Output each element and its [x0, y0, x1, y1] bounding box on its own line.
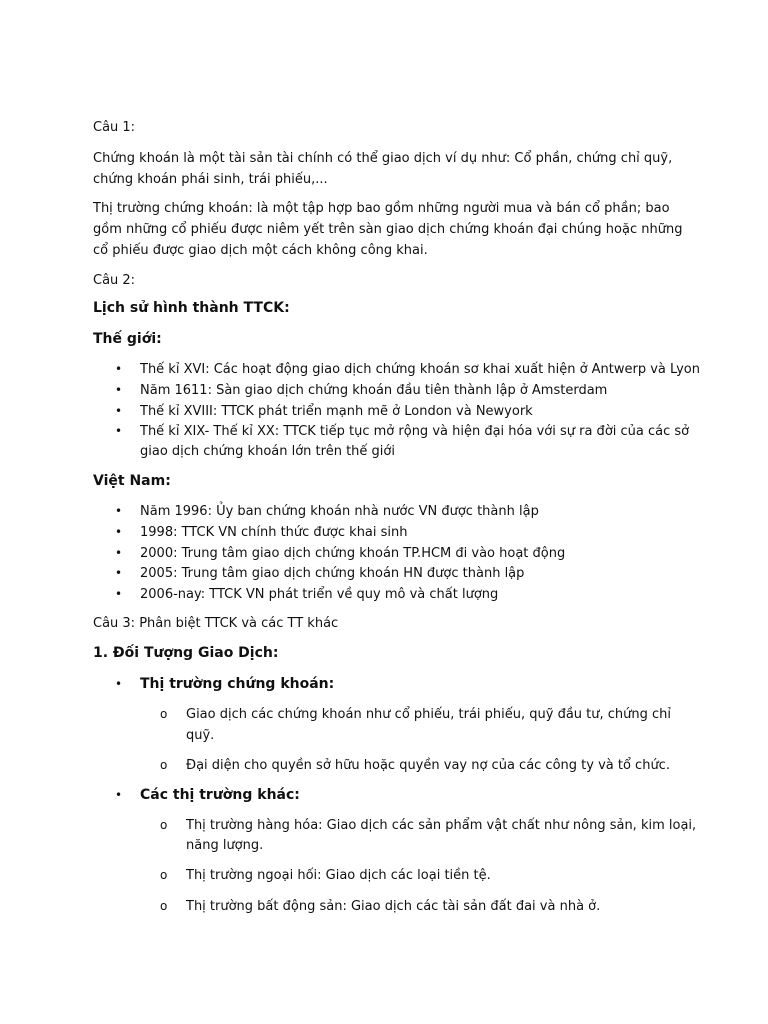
- stock-item-2: Đại diện cho quyền sở hữu hoặc quyền vay nợ của các công ty và tổ chức.: [186, 758, 670, 773]
- question-2-label: Câu 2:: [93, 273, 136, 288]
- bullet-icon: •: [115, 566, 123, 580]
- stock-item-1-continued: quỹ.: [186, 728, 215, 743]
- bullet-icon: •: [115, 587, 123, 601]
- bullet-icon: •: [115, 424, 123, 438]
- hollow-bullet-icon: o: [160, 899, 168, 913]
- other-markets-heading: Các thị trường khác:: [140, 787, 300, 803]
- question-3-label: Câu 3: Phân biệt TTCK và các TT khác: [93, 616, 339, 631]
- vietnam-heading: Việt Nam:: [93, 473, 171, 489]
- stock-item-1: Giao dịch các chứng khoán như cổ phiếu, trái phiếu, quỹ đầu tư, chứng chỉ: [186, 707, 672, 722]
- world-item-3: Thế kỉ XVIII: TTCK phát triển mạnh mẽ ở London và Newyork: [140, 404, 533, 419]
- bullet-icon: •: [115, 788, 123, 802]
- bullet-icon: •: [115, 383, 123, 397]
- hollow-bullet-icon: o: [160, 868, 168, 882]
- bullet-icon: •: [115, 504, 123, 518]
- bullet-icon: •: [115, 546, 123, 560]
- hollow-bullet-icon: o: [160, 758, 168, 772]
- vn-item-1: Năm 1996: Ủy ban chứng khoán nhà nước VN được thành lập: [140, 504, 539, 519]
- definition-market-line-1: Thị trường chứng khoán: là một tập hợp bao gồm những người mua và bán cổ phần; bao: [93, 201, 670, 216]
- other-item-2: Thị trường ngoại hối: Giao dịch các loại tiền tệ.: [186, 868, 491, 883]
- vn-item-2: 1998: TTCK VN chính thức được khai sinh: [140, 525, 408, 540]
- other-item-1: Thị trường hàng hóa: Giao dịch các sản phẩm vật chất như nông sản, kim loại,: [186, 818, 697, 833]
- world-item-1: Thế kỉ XVI: Các hoạt động giao dịch chứng khoán sơ khai xuất hiện ở Antwerp và Lyon: [140, 362, 700, 377]
- bullet-icon: •: [115, 404, 123, 418]
- stock-market-heading: Thị trường chứng khoán:: [140, 676, 335, 692]
- world-item-4: Thế kỉ XIX- Thế kỉ XX: TTCK tiếp tục mở rộng và hiện đại hóa với sự ra đời của các sở: [140, 424, 690, 439]
- world-item-2: Năm 1611: Sàn giao dịch chứng khoán đầu tiên thành lập ở Amsterdam: [140, 383, 608, 398]
- history-heading: Lịch sử hình thành TTCK:: [93, 300, 290, 316]
- vn-item-4: 2005: Trung tâm giao dịch chứng khoán HN được thành lập: [140, 566, 525, 581]
- definition-securities-line-2: chứng khoán phái sinh, trái phiếu,...: [93, 172, 328, 187]
- hollow-bullet-icon: o: [160, 707, 168, 721]
- bullet-icon: •: [115, 362, 123, 376]
- bullet-icon: •: [115, 677, 123, 691]
- definition-market-line-2: gồm những cổ phiếu được niêm yết trên sàn giao dịch chứng khoán đại chúng hoặc những: [93, 222, 683, 237]
- world-heading: Thế giới:: [93, 331, 162, 347]
- definition-securities-line-1: Chứng khoán là một tài sản tài chính có thể giao dịch ví dụ như: Cổ phần, chứng chỉ quỹ,: [93, 151, 673, 166]
- other-item-1-continued: năng lượng.: [186, 838, 264, 853]
- hollow-bullet-icon: o: [160, 818, 168, 832]
- world-item-4-continued: giao dịch chứng khoán lớn trên thế giới: [140, 444, 395, 459]
- vn-item-3: 2000: Trung tâm giao dịch chứng khoán TP.HCM đi vào hoạt động: [140, 546, 566, 561]
- other-item-3: Thị trường bất động sản: Giao dịch các tài sản đất đai và nhà ở.: [186, 899, 601, 914]
- vn-item-5: 2006-nay: TTCK VN phát triển về quy mô và chất lượng: [140, 587, 499, 602]
- section-1-heading: 1. Đối Tượng Giao Dịch:: [93, 645, 279, 661]
- question-1-label: Câu 1:: [93, 120, 136, 135]
- definition-market-line-3: cổ phiếu được giao dịch một cách không công khai.: [93, 243, 428, 258]
- bullet-icon: •: [115, 525, 123, 539]
